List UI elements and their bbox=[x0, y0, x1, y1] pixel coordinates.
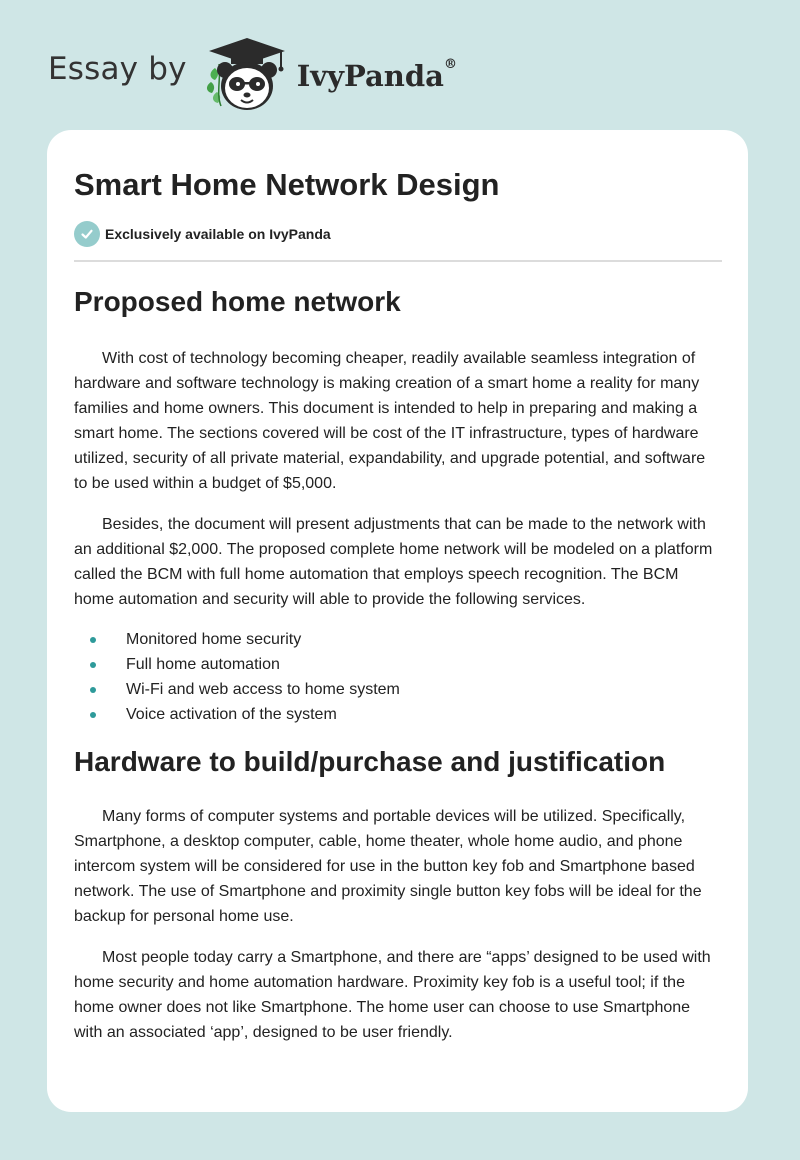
bullet-icon bbox=[90, 662, 96, 668]
paragraph: Many forms of computer systems and portable devices will be utilized. Specifically, Smartphone, a desktop computer, cable, home theater, whole home audio, and phone intercom system will be considered for use in the button key fob and Smartphone based network. The use of Smartphone and proximity single button key fobs will be ideal for the backup for personal home use. bbox=[74, 808, 702, 925]
exclusive-badge bbox=[74, 221, 722, 247]
page-title: Smart Home Network Design bbox=[74, 167, 500, 202]
bullet-icon bbox=[90, 712, 96, 718]
paragraph: With cost of technology becoming cheaper, readily available seamless integration of hardware and software technology is making creation of a smart home a reality for many families and home owners. This document is intended to help in preparing and making a smart home. The sections covered will be cost of the IT infrastructure, types of hardware utilized, security of all private material, expandability, and upgrade potential, and software to be used within a budget of $5,000. bbox=[74, 350, 706, 492]
check-icon bbox=[74, 221, 100, 247]
brand-header[interactable] bbox=[48, 34, 457, 114]
panda-logo-icon bbox=[201, 34, 293, 114]
bullet-icon bbox=[90, 637, 96, 643]
article-card bbox=[47, 130, 748, 1112]
list-item: Voice activation of the system bbox=[74, 702, 722, 727]
divider bbox=[74, 260, 722, 262]
registered-mark: ® bbox=[443, 57, 457, 72]
paragraph: Most people today carry a Smartphone, and there are “apps’ designed to be used with home security and home automation hardware. Proximity key fob is a useful tool; if the home owner does not like Smartphone. The home user can choose to use Smartphone with an associated ‘app’, designed to be user friendly. bbox=[74, 949, 711, 1041]
services-list bbox=[74, 627, 722, 727]
list-item: Monitored home security bbox=[74, 627, 722, 652]
list-item: Full home automation bbox=[74, 652, 722, 677]
brand-name: IvyPanda® bbox=[296, 57, 457, 93]
section-heading: Hardware to build/purchase and justification bbox=[74, 746, 666, 777]
exclusive-label: Exclusively available on IvyPanda bbox=[105, 226, 331, 242]
section-heading: Proposed home network bbox=[74, 286, 401, 317]
bullet-icon bbox=[90, 687, 96, 693]
list-item: Wi-Fi and web access to home system bbox=[74, 677, 722, 702]
paragraph: Besides, the document will present adjustments that can be made to the network with an additional $2,000. The proposed complete home network will be modeled on a platform called the BCM with full home automation that employs speech recognition. The BCM home automation and security will able to provide the following services. bbox=[74, 516, 713, 608]
brand-prefix: Essay by bbox=[48, 51, 187, 87]
